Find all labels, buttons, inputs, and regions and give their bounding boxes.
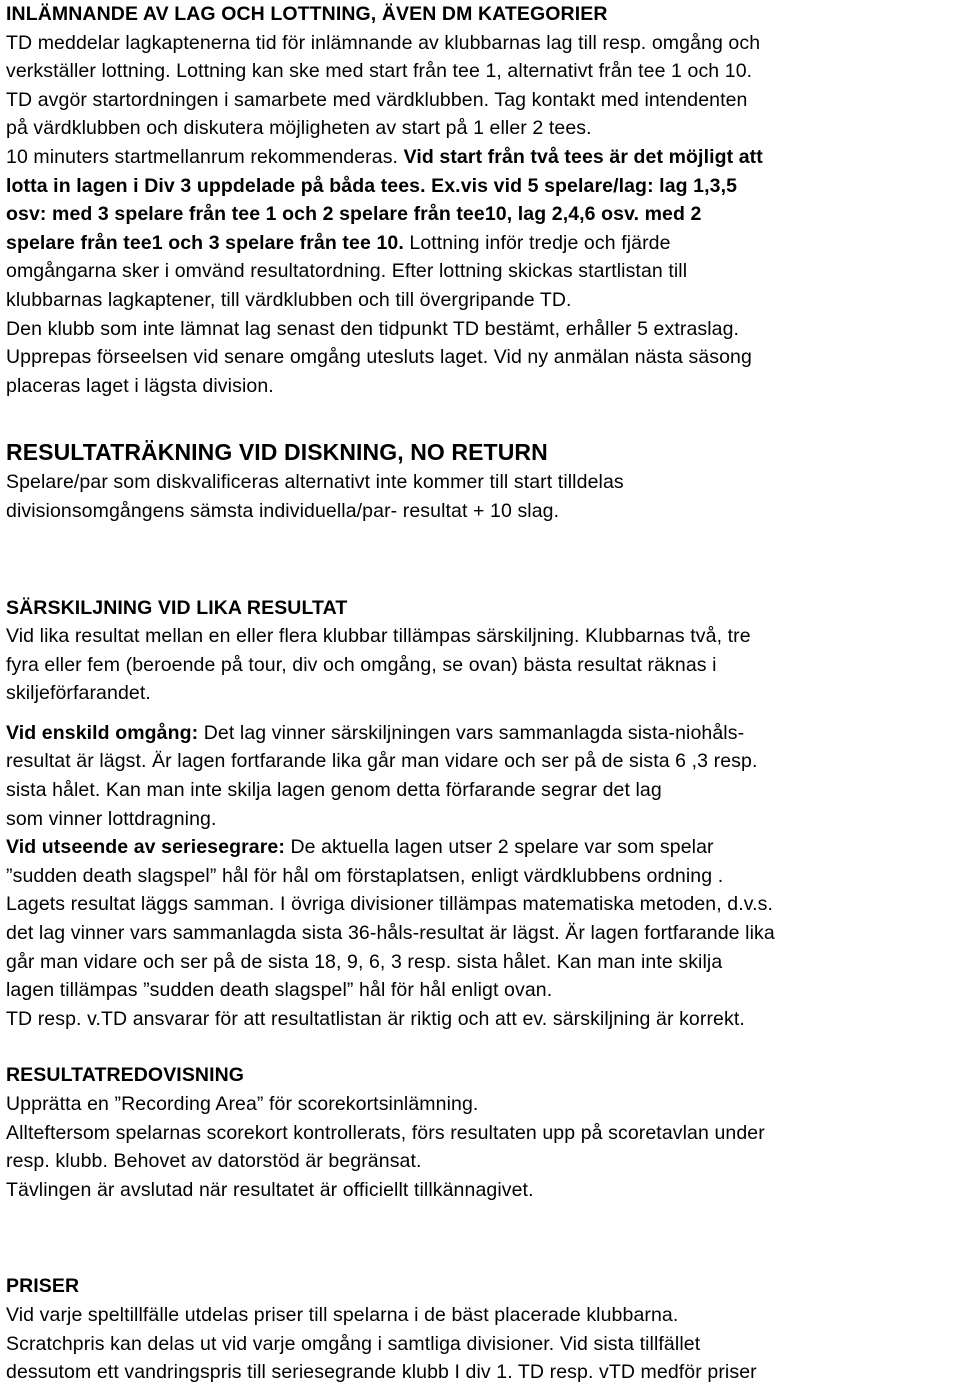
paragraph-line: Scratchpris kan delas ut vid varje omgång i samtliga divisioner. Vid sista tillfället <box>6 1332 701 1355</box>
paragraph-line <box>6 719 956 748</box>
spacer <box>6 1033 956 1061</box>
paragraph-line: Upprätta en ”Recording Area” för scorekortsinlämning. <box>6 1093 479 1115</box>
paragraph-line: Upprepas förseelsen vid senare omgång utesluts laget. Vid ny anmälan nästa säsong <box>6 346 752 369</box>
paragraph-line: går man vidare och ser på de sista 18, 9, 6, 3 resp. sista hålet. Kan man inte skilja <box>6 950 723 973</box>
paragraph-line: Den klubb som inte lämnat lag senast den tidpunkt TD bestämt, erhåller 5 extraslag. <box>6 317 740 340</box>
paragraph-line: resp. klubb. Behovet av datorstöd är begränsat. <box>6 1150 422 1173</box>
text-run: Lottning inför tredje och fjärde <box>403 231 671 254</box>
paragraph-line: lotta in lagen i Div 3 uppdelade på båda tees. Ex.vis vid 5 spelare/lag: lag 1,3,5 <box>6 174 738 197</box>
paragraph-line: TD meddelar lagkaptenerna tid för inlämnande av klubbarnas lag till resp. omgång och <box>6 31 761 54</box>
section-heading: PRISER <box>6 1275 80 1298</box>
section-sarskiljning <box>6 594 956 1034</box>
section-heading: SÄRSKILJNING VID LIKA RESULTAT <box>6 596 348 619</box>
paragraph-line: som vinner lottdragning. <box>6 807 217 830</box>
paragraph-line: divisionsomgångens sämsta individuella/par- resultat + 10 slag. <box>6 499 560 522</box>
section-inlamnande <box>6 0 956 400</box>
paragraph-line: fyra eller fem (beroende på tour, div och omgång, se ovan) bästa resultat räknas i <box>6 653 717 676</box>
paragraph-line: placeras laget i lägsta division. <box>6 374 274 397</box>
text-run: 10 minuters startmellanrum rekommenderas. <box>6 145 404 168</box>
paragraph-line: osv: med 3 spelare från tee 1 och 2 spelare från tee10, lag 2,4,6 osv. med 2 <box>6 203 702 226</box>
spacer <box>6 708 956 719</box>
paragraph-line: Allteftersom spelarnas scorekort kontrollerats, förs resultaten upp på scoretavlan under <box>6 1121 765 1144</box>
text-run: Det lag vinner särskiljningen vars sammanlagda sista-niohåls- <box>198 721 745 744</box>
section-resultatrakning <box>6 436 956 525</box>
paragraph-line: det lag vinner vars sammanlagda sista 36-håls-resultat är lägst. Är lagen fortfarande lika <box>6 922 775 945</box>
paragraph-line: dessutom ett vandringspris till seriesegrande klubb I div 1. TD resp. vTD medför priser <box>6 1361 757 1384</box>
text-run: De aktuella lagen utser 2 spelare var som spelar <box>284 836 714 859</box>
paragraph-line: Spelare/par som diskvalificeras alternativt inte kommer till start tilldelas <box>6 471 624 494</box>
paragraph-line: skiljeförfarandet. <box>6 682 151 705</box>
bold-label: Vid enskild omgång: <box>6 721 199 744</box>
paragraph-line <box>6 229 956 258</box>
spacer <box>6 526 956 594</box>
spacer <box>6 1204 956 1272</box>
bold-label: Vid utseende av seriesegrare: <box>6 836 285 859</box>
paragraph-line: verkställer lottning. Lottning kan ske med start från tee 1, alternativt från tee 1 och 10. <box>6 60 753 83</box>
paragraph-line <box>6 143 956 172</box>
paragraph-line: ”sudden death slagspel” hål för hål om förstaplatsen, enligt värdklubbens ordning . <box>6 864 724 887</box>
paragraph-line: på värdklubben och diskutera möjligheten av start på 1 eller 2 tees. <box>6 117 592 140</box>
section-heading: RESULTATREDOVISNING <box>6 1064 245 1087</box>
section-priser <box>6 1272 956 1386</box>
paragraph-line: Vid varje speltillfälle utdelas priser till spelarna i de bäst placerade klubbarna. <box>6 1303 679 1326</box>
paragraph-line: Vid lika resultat mellan en eller flera klubbar tillämpas särskiljning. Klubbarnas två, tre <box>6 625 751 648</box>
paragraph-line: lagen tillämpas ”sudden death slagspel” hål för hål enligt ovan. <box>6 979 553 1002</box>
section-resultatredovisning <box>6 1061 956 1204</box>
paragraph-line: resultat är lägst. Är lagen fortfarande lika går man vidare och ser på de sista 6 ,3 resp. <box>6 750 758 773</box>
paragraph-line: sista hålet. Kan man inte skilja lagen genom detta förfarande segrar det lag <box>6 779 662 802</box>
bold-text-run: Vid start från två tees är det möjligt att <box>403 145 763 168</box>
paragraph-line: klubbarnas lagkaptener, till värdklubben och till övergripande TD. <box>6 288 572 311</box>
paragraph-line <box>6 833 956 862</box>
paragraph-line: Lagets resultat läggs samman. I övriga divisioner tillämpas matematiska metoden, d.v.s. <box>6 893 774 916</box>
paragraph-line: Tävlingen är avslutad när resultatet är officiellt tillkännagivet. <box>6 1178 534 1201</box>
section-heading: INLÄMNANDE AV LAG OCH LOTTNING, ÄVEN DM KATEGORIER <box>6 3 608 25</box>
spacer <box>6 400 956 436</box>
bold-text-run: spelare från tee1 och 3 spelare från tee 10. <box>6 231 404 254</box>
section-heading: RESULTATRÄKNING VID DISKNING, NO RETURN <box>6 439 548 466</box>
paragraph-line: TD avgör startordningen i samarbete med värdklubben. Tag kontakt med intendenten <box>6 88 748 111</box>
paragraph-line: omgångarna sker i omvänd resultatordning. Efter lottning skickas startlistan till <box>6 260 688 283</box>
paragraph-line: TD resp. v.TD ansvarar för att resultatlistan är riktig och att ev. särskiljning är korrekt. <box>6 1007 745 1030</box>
